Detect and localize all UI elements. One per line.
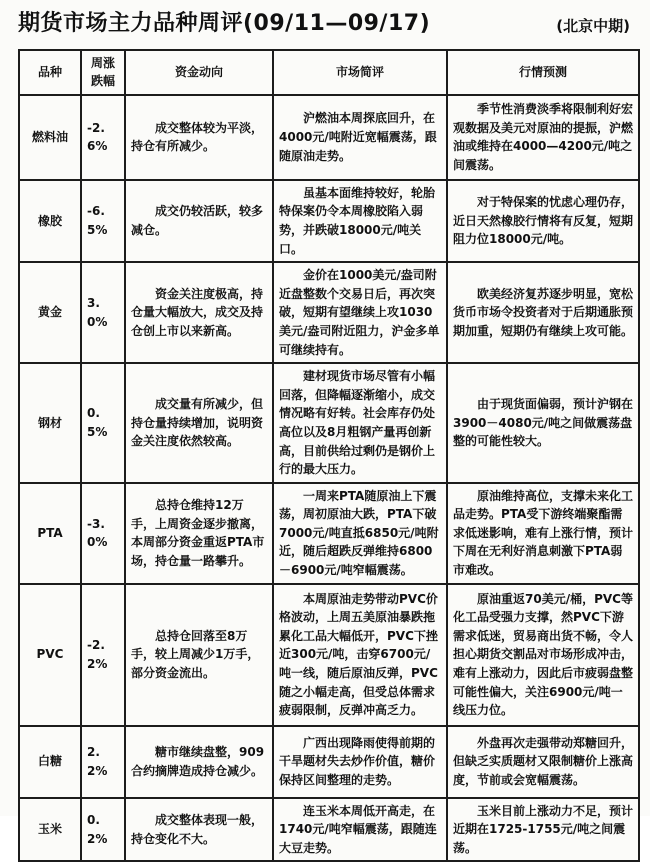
header-forecast: 行情预测: [447, 50, 639, 95]
comment-text: 连玉米本周低开高走，在1740元/吨窄幅震荡，跟随连大豆走势。: [279, 803, 437, 855]
funds-cell: [125, 262, 273, 363]
forecast-text: 原油维持高位，支撑未来化工品走势。PTA受下游终端聚酯需求低迷影响，难有上涨行情，预计下周在无利好消息刺激下PTA弱市难改。: [453, 488, 634, 578]
forecast-cell: [447, 726, 639, 798]
header-variety: 品种: [19, 50, 81, 95]
funds-cell: [125, 95, 273, 180]
change-cell: 0.2%: [81, 798, 125, 862]
comment-text: 本周原油走势带动PVC价格波动，上周五美原油暴跌拖累化工品大幅低开，PVC下挫近300元/吨，击穿6700元/吨一线，随后原油反弹，PVC随之小幅走高，但受总体需求疲弱限制，反弹冲高乏力。: [279, 591, 438, 718]
variety-cell: 钢材: [19, 363, 81, 483]
variety-cell: 黄金: [19, 262, 81, 363]
comment-text: 沪燃油本周探底回升，在4000元/吨附近宽幅震荡，跟随原油走势。: [279, 111, 437, 163]
comment-cell: [273, 95, 447, 180]
title-bar: [18, 10, 636, 39]
forecast-cell: [447, 363, 639, 483]
comment-cell: [273, 262, 447, 363]
table-row: [19, 363, 639, 483]
change-cell: 3.0%: [81, 262, 125, 363]
funds-text: 总持仓维持12万手，上周资金逐步撤离，本周部分资金重返PTA市场，持仓量一路攀升。: [131, 497, 265, 568]
forecast-cell: [447, 798, 639, 862]
funds-text: 成交仍较活跃，较多减仓。: [131, 204, 264, 237]
funds-cell: [125, 798, 273, 862]
funds-text: 糖市继续盘整，909合约摘牌造成持仓减少。: [131, 745, 265, 778]
comment-text: 广西出现降雨使得前期的干旱题材失去炒作价值，糖价保持区间整理的走势。: [279, 735, 436, 787]
forecast-text: 季节性消费淡季将限制利好宏观数据及美元对原油的提振，沪燃油或维持在4000—4200元/吨之间震荡。: [453, 102, 634, 172]
table-row: [19, 180, 639, 262]
forecast-text: 由于现货面偏弱，预计沪钢在3900－4080元/吨之间做震荡盘整的可能性较大。: [453, 397, 634, 449]
variety-cell: 燃料油: [19, 95, 81, 180]
comment-cell: [273, 584, 447, 726]
forecast-text: 外盘再次走强带动郑糖回升，但缺乏实质题材又限制糖价上涨高度，节前或会宽幅震荡。: [453, 735, 634, 787]
table-row: [19, 798, 639, 862]
change-cell: -2.2%: [81, 584, 125, 726]
header-comment: 市场简评: [273, 50, 447, 95]
funds-text: 成交量有所减少，但持仓量持续增加，说明资金关注度依然较高。: [131, 397, 264, 449]
funds-text: 资金关注度极高，持仓量大幅放大，成交及持仓创上市以来新高。: [131, 286, 264, 338]
funds-cell: [125, 180, 273, 262]
variety-cell: 橡胶: [19, 180, 81, 262]
header-funds: 资金动向: [125, 50, 273, 95]
comment-cell: [273, 798, 447, 862]
comment-cell: [273, 483, 447, 584]
change-cell: 2.2%: [81, 726, 125, 798]
comment-cell: [273, 726, 447, 798]
forecast-cell: [447, 483, 639, 584]
comment-text: 虽基本面维持较好，轮胎特保案仍令本周橡胶陷入弱势，并跌破18000元/吨关口。: [279, 185, 436, 256]
comment-text: 建材现货市场尽管有小幅回落，但降幅逐渐缩小，成交情况略有好转。社会库存仍处高位以及8月粗钢产量再创新高，目前供给过剩仍是钢价上行的最大压力。: [279, 369, 436, 477]
source-label: (北京中期): [556, 16, 630, 35]
forecast-cell: [447, 95, 639, 180]
table-row: [19, 95, 639, 180]
forecast-text: 玉米目前上涨动力不足，预计近期在1725-1755元/吨之间震荡。: [453, 803, 634, 855]
table-row: [19, 584, 639, 726]
comment-text: 金价在1000美元/盎司附近盘整数个交易日后，再次突破，短期有望继续上攻1030美元/盎司附近阻力，沪金多单可继续持有。: [279, 268, 440, 357]
variety-cell: PVC: [19, 584, 81, 726]
header-change: 周涨跌幅: [81, 50, 125, 95]
comment-cell: [273, 180, 447, 262]
table-row: [19, 726, 639, 798]
change-cell: -2.6%: [81, 95, 125, 180]
forecast-cell: [447, 584, 639, 726]
forecast-text: 原油重返70美元/桶，PVC等化工品受强力支撑，然PVC下游需求低迷，贸易商出货不畅，令人担心期货交割品对市场形成冲击，难有上涨动力，因此后市疲弱盘整可能性偏大，关注6900元/吨一线压力位。: [453, 591, 634, 718]
header-row: [19, 50, 639, 95]
change-cell: -3.0%: [81, 483, 125, 584]
forecast-text: 对于特保案的忧虑心理仍存，近日天然橡胶行情将有反复，短期阻力位18000元/吨。: [453, 195, 634, 247]
forecast-cell: [447, 180, 639, 262]
change-cell: -6.5%: [81, 180, 125, 262]
weekly-review-table: [18, 49, 640, 862]
table-row: [19, 262, 639, 363]
funds-cell: [125, 726, 273, 798]
forecast-text: 欧美经济复苏逐步明显，宽松货币市场令投资者对于后期通胀预期加重，短期仍有继续上攻可能。: [453, 286, 634, 338]
comment-text: 一周来PTA随原油上下震荡，周初原油大跌，PTA下破7000元/吨直抵6850元/吨附近，随后超跌反弹维持6800－6900元/吨窄幅震荡。: [279, 488, 439, 578]
variety-cell: PTA: [19, 483, 81, 584]
funds-cell: [125, 584, 273, 726]
funds-cell: [125, 483, 273, 584]
funds-text: 总持仓回落至8万手，较上周减少1万手，部分资金流出。: [131, 628, 260, 680]
variety-cell: 白糖: [19, 726, 81, 798]
table-row: [19, 483, 639, 584]
funds-cell: [125, 363, 273, 483]
change-cell: 0.5%: [81, 363, 125, 483]
forecast-cell: [447, 262, 639, 363]
funds-text: 成交整体较为平淡，持仓有所减少。: [131, 120, 264, 154]
page-title: 期货市场主力品种周评(09/11—09/17): [18, 11, 431, 36]
variety-cell: 玉米: [19, 798, 81, 862]
funds-text: 成交整体表现一般，持仓变化不大。: [131, 812, 264, 846]
comment-cell: [273, 363, 447, 483]
